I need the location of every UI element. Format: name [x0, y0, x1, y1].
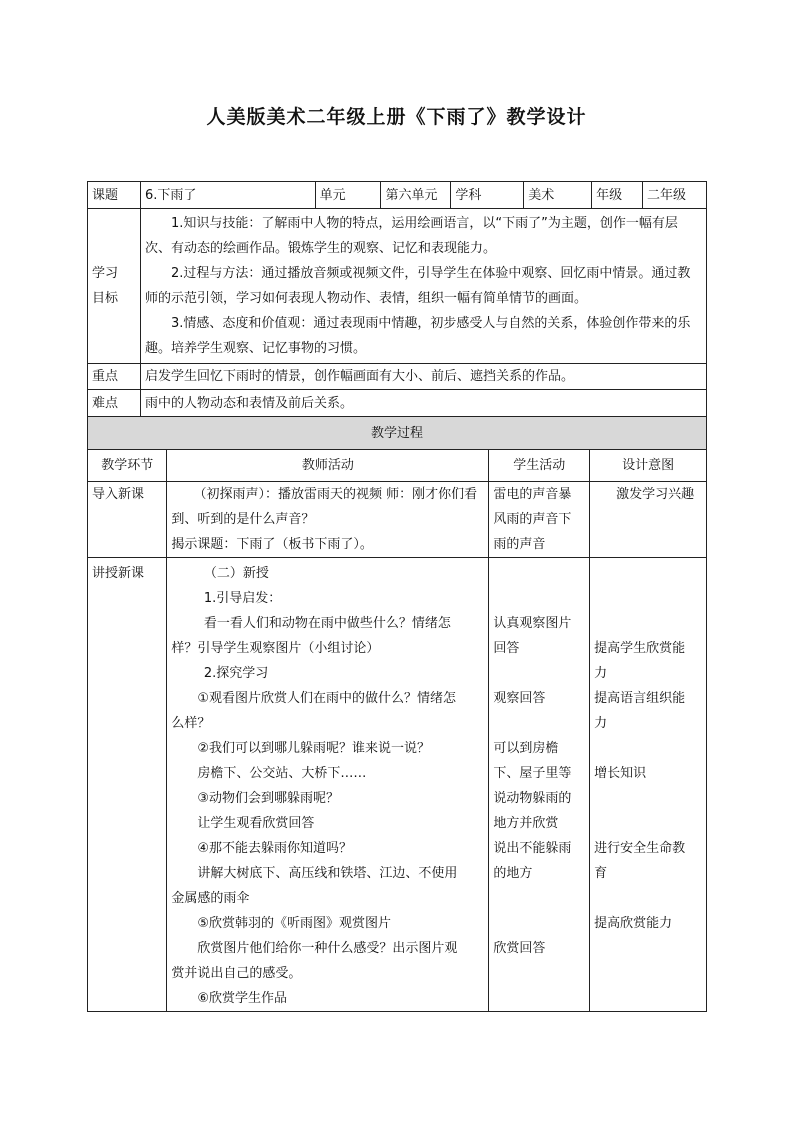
- student-line: [493, 661, 585, 686]
- intro-teacher-line: （初探雨声）：播放雷雨天的视频 师：刚才你们看: [193, 487, 478, 502]
- column-header-intent: 设计意图: [590, 450, 707, 482]
- student-line: 说动物躲雨的: [493, 791, 572, 806]
- focus-label: 重点: [88, 364, 141, 390]
- intro-intent: 激发学习兴趣: [590, 482, 707, 558]
- intent-line: [594, 611, 702, 636]
- student-line: [493, 961, 585, 986]
- teacher-line: 金属感的雨伞: [171, 891, 250, 906]
- intent-line: 力: [594, 666, 608, 681]
- info-table: [87, 181, 707, 417]
- process-header: 教学过程: [88, 417, 707, 450]
- intent-line: 增长知识: [594, 766, 647, 781]
- teacher-line: 讲解大树底下、高压线和铁塔、江边、不使用: [197, 866, 458, 881]
- column-header-stage: 教学环节: [88, 450, 167, 482]
- column-header-teacher: 教师活动: [167, 450, 489, 482]
- intent-line: 育: [594, 866, 608, 881]
- intent-line: 提高语言组织能: [594, 691, 686, 706]
- unit-label: 单元: [315, 182, 381, 209]
- intro-student-activity: [489, 482, 590, 558]
- student-line: 说出不能躲雨: [493, 841, 572, 856]
- student-line: 欣赏回答: [493, 941, 546, 956]
- process-table: [87, 416, 707, 1012]
- intent-line: [594, 886, 702, 911]
- teacher-line: 2.探究学习: [203, 666, 269, 681]
- intent-line: [594, 786, 702, 811]
- student-line: 的地方: [493, 866, 533, 881]
- intent-line: 进行安全生命教: [594, 841, 686, 856]
- student-line: [493, 911, 585, 936]
- student-line: [493, 586, 585, 611]
- student-line: [493, 561, 585, 586]
- subject-value: 美术: [524, 182, 592, 209]
- grade-value: 二年级: [643, 182, 707, 209]
- teacher-line: 欣赏图片他们给你一种什么感受？出示图片观: [197, 941, 458, 956]
- teacher-line: （二）新授: [203, 566, 269, 581]
- focus-value: 启发学生回忆下雨时的情景，创作幅画面有大小、前后、遮挡关系的作品。: [140, 364, 706, 390]
- teacher-line: 赏并说出自己的感受。: [171, 966, 302, 981]
- goals-label-line1: 学习: [92, 266, 119, 281]
- teacher-line: 样？引导学生观察图片（小组讨论）: [171, 641, 380, 656]
- intro-student-line: 风雨的声音下: [493, 512, 572, 527]
- subject-label: 学科: [451, 182, 524, 209]
- intent-line: [594, 736, 702, 761]
- goals-content: [140, 209, 706, 364]
- intent-line: 提高欣赏能力: [594, 916, 673, 931]
- intent-line: 力: [594, 716, 608, 731]
- student-line: 地方并欣赏: [493, 816, 559, 831]
- student-line: 可以到房檐: [493, 741, 559, 756]
- difficulty-value: 雨中的人物动态和表情及前后关系。: [140, 390, 706, 417]
- intro-teacher-line: 到、听到的是什么声音？: [171, 512, 315, 527]
- new-lesson-intent: [590, 558, 707, 1012]
- goal-knowledge: 1.知识与技能：了解雨中人物的特点，运用绘画语言，以“下雨了”为主题，创作一幅有层次、有动态的绘画作品。锻炼学生的观察、记忆和表现能力。: [144, 216, 678, 256]
- teacher-line: ③动物们会到哪躲雨呢？: [197, 791, 340, 806]
- teacher-line: 让学生观看欣赏回答: [197, 816, 315, 831]
- student-line: 下、屋子里等: [493, 766, 572, 781]
- new-lesson-student-activity: [489, 558, 590, 1012]
- student-line: [493, 886, 585, 911]
- grade-label: 年级: [592, 182, 643, 209]
- student-line: 回答: [493, 641, 520, 656]
- teacher-line: ⑤欣赏韩羽的《听雨图》观赏图片: [197, 916, 392, 931]
- goals-label: [88, 209, 141, 364]
- intent-line: [594, 986, 702, 1011]
- student-line: [493, 986, 585, 1011]
- student-line: 认真观察图片: [493, 616, 572, 631]
- intent-line: [594, 811, 702, 836]
- unit-value: 第六单元: [381, 182, 451, 209]
- difficulty-label: 难点: [88, 390, 141, 417]
- teacher-line: ②我们可以到哪儿躲雨呢？谁来说一说？: [197, 741, 431, 756]
- intro-student-line: 雨的声音: [493, 537, 546, 552]
- goal-process: 2.过程与方法：通过播放音频或视频文件，引导学生在体验中观察、回忆雨中情景。通过教师的示范引领，学习如何表现人物动作、表情，组织一幅有简单情节的画面。: [144, 266, 691, 306]
- new-lesson-teacher-activity: [167, 558, 489, 1012]
- intro-teacher-line: 揭示课题：下雨了（板书下雨了）。: [171, 537, 373, 552]
- intent-line: [594, 936, 702, 961]
- teacher-line: ①观看图片欣赏人们在雨中的做什么？情绪怎: [197, 691, 457, 706]
- intent-line: [594, 561, 702, 586]
- column-header-student: 学生活动: [489, 450, 590, 482]
- topic-value: 6.下雨了: [140, 182, 315, 209]
- goals-label-line2: 目标: [92, 291, 119, 306]
- intent-line: [594, 586, 702, 611]
- student-line: 观察回答: [493, 691, 546, 706]
- intent-line: [594, 961, 702, 986]
- teacher-line: ⑥欣赏学生作品: [197, 991, 288, 1006]
- student-line: [493, 711, 585, 736]
- intro-student-line: 雷电的声音暴: [493, 487, 572, 502]
- topic-label: 课题: [88, 182, 141, 209]
- intent-line: 提高学生欣赏能: [594, 641, 686, 656]
- goal-emotion: 3.情感、态度和价值观：通过表现雨中情趣，初步感受人与自然的关系，体验创作带来的乐趣。培养学生观察、记忆事物的习惯。: [144, 316, 691, 356]
- new-lesson-stage: 讲授新课: [88, 558, 167, 1012]
- intro-stage: 导入新课: [88, 482, 167, 558]
- teacher-line: 看一看人们和动物在雨中做些什么？情绪怎: [203, 616, 451, 631]
- teacher-line: ④那不能去躲雨你知道吗？: [197, 841, 353, 856]
- teacher-line: 1.引导启发：: [203, 591, 282, 606]
- document-title: 人美版美术二年级上册《下雨了》教学设计: [206, 106, 587, 128]
- teacher-line: 么样？: [171, 716, 211, 731]
- teacher-line: 房檐下、公交站、大桥下……: [197, 766, 367, 781]
- intro-teacher-activity: [167, 482, 489, 558]
